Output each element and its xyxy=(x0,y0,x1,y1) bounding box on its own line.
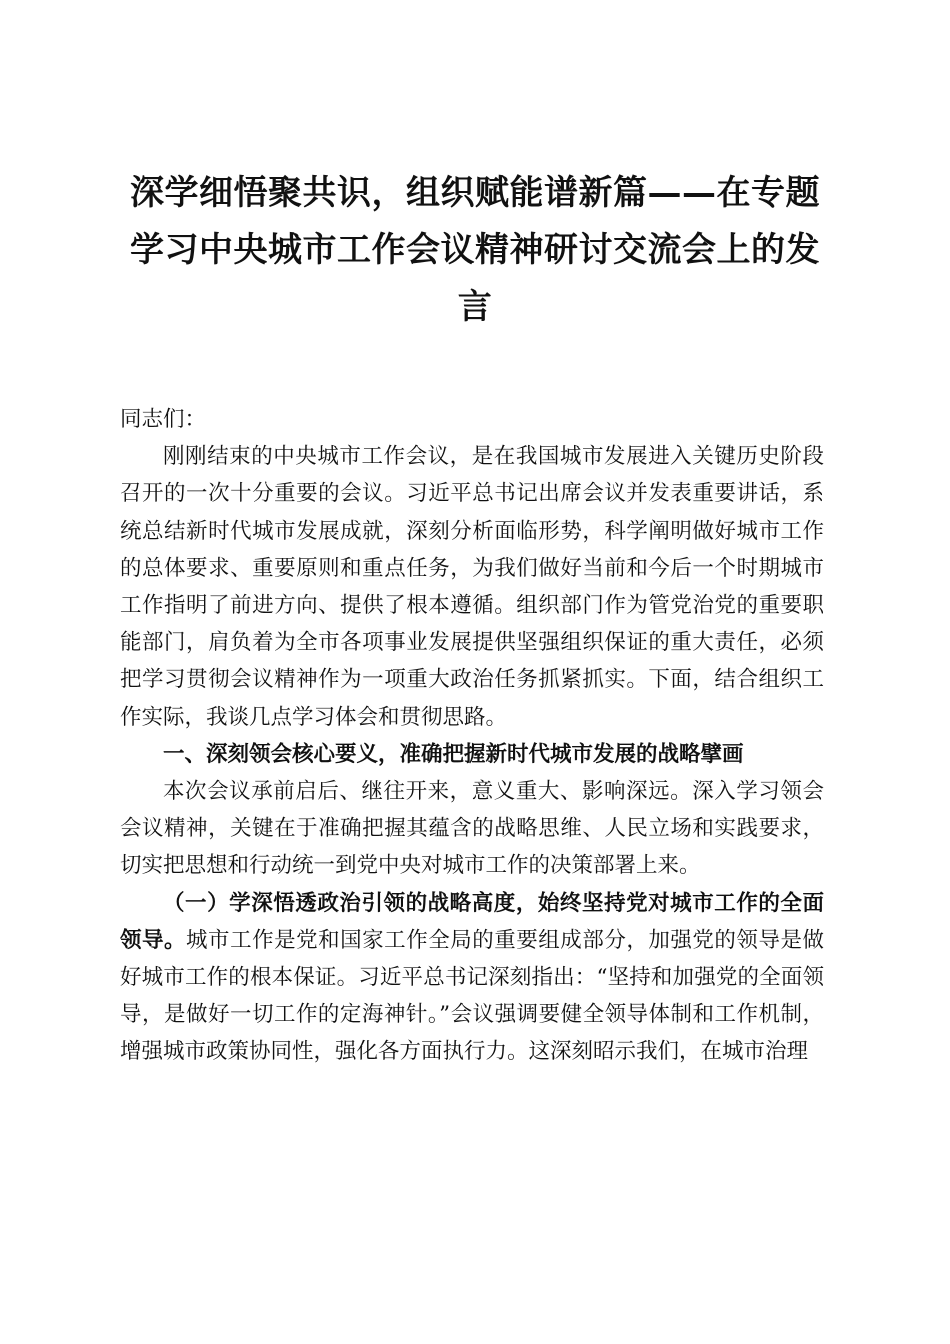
subsection-1-lead: （一）学深悟透政治引领的战略高度，始终坚持党对城市工作的全面领导。 xyxy=(120,890,824,953)
salutation: 同志们： xyxy=(120,407,207,432)
subsection-1-text: 城市工作是党和国家工作全局的重要组成部分，加强党的领导是做好城市工作的根本保证。习近平总书记深刻指出：“坚持和加强党的全面领导，是做好一切工作的定海神针。”会议强调要健全领导体制和工作机制，增强城市政策协同性，强化各方面执行力。这深刻昭示我们，在城市治理 xyxy=(120,927,824,1065)
document-body xyxy=(120,401,824,1071)
intro-paragraph: 刚刚结束的中央城市工作会议，是在我国城市发展进入关键历史阶段召开的一次十分重要的会议。习近平总书记出席会议并发表重要讲话，系统总结新时代城市发展成就，深刻分析面临形势，科学阐明做好城市工作的总体要求、重要原则和重点任务，为我们做好当前和今后一个时期城市工作指明了前进方向、提供了根本遵循。组织部门作为管党治党的重要职能部门，肩负着为全市各项事业发展提供坚强组织保证的重大责任，必须把学习贯彻会议精神作为一项重大政治任务抓紧抓实。下面，结合组织工作实际，我谈几点学习体会和贯彻思路。 xyxy=(120,444,824,730)
document-title: 深学细悟聚共识，组织赋能谱新篇——在专题学习中央城市工作会议精神研讨交流会上的发言 xyxy=(130,173,820,327)
section-heading-1: 一、深刻领会核心要义，准确把握新时代城市发展的战略擘画 xyxy=(163,741,744,767)
subsection-1-paragraph xyxy=(120,885,824,1071)
section-1-paragraph: 本次会议承前启后、继往开来，意义重大、影响深远。深入学习领会会议精神，关键在于准确把握其蕴含的战略思维、人民立场和实践要求，切实把思想和行动统一到党中央对城市工作的决策部署上来。 xyxy=(120,779,824,879)
